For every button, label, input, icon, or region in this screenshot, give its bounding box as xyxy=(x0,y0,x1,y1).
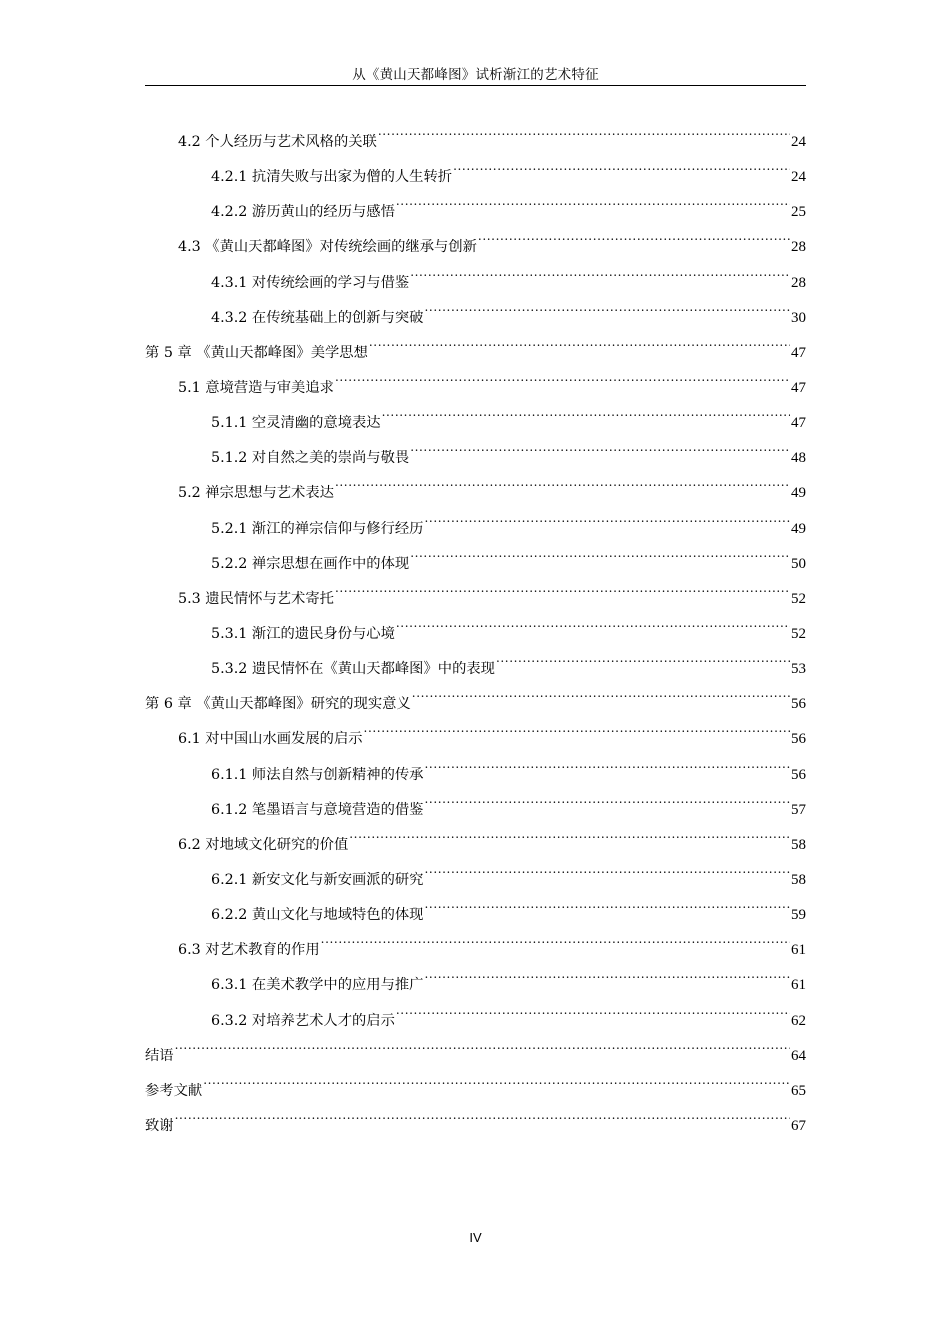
toc-entry-page: 49 xyxy=(791,485,806,502)
toc-entry[interactable] xyxy=(145,111,806,150)
toc-dot-leader xyxy=(335,568,790,603)
toc-entry-page: 28 xyxy=(791,239,806,256)
table-of-contents xyxy=(145,111,806,1134)
toc-entry-title: 结语 xyxy=(145,1047,174,1064)
toc-dot-leader xyxy=(396,990,790,1025)
toc-entry-title: 5.1 意境营造与审美追求 xyxy=(178,379,334,396)
toc-entry-title: 参考文献 xyxy=(145,1082,203,1099)
toc-dot-leader xyxy=(478,216,790,251)
toc-dot-leader xyxy=(412,673,790,708)
toc-entry-title: 6.3.1 在美术教学中的应用与推广 xyxy=(211,977,424,994)
toc-entry-title: 6.2.1 新安文化与新安画派的研究 xyxy=(211,871,424,888)
toc-entry-title: 6.2.2 黄山文化与地域特色的体现 xyxy=(211,907,424,924)
toc-entry-page: 47 xyxy=(791,344,806,361)
toc-dot-leader xyxy=(378,111,790,146)
toc-dot-leader xyxy=(396,181,790,216)
toc-entry-page: 64 xyxy=(791,1047,806,1064)
toc-entry-page: 47 xyxy=(791,379,806,396)
toc-entry-title: 6.1.2 笔墨语言与意境营造的借鉴 xyxy=(211,801,424,818)
toc-entry-title: 4.2.2 游历黄山的经历与感悟 xyxy=(211,204,395,221)
toc-dot-leader xyxy=(424,779,790,814)
toc-dot-leader xyxy=(382,392,790,427)
toc-dot-leader xyxy=(335,462,790,497)
toc-entry-page: 28 xyxy=(791,274,806,291)
toc-entry-page: 56 xyxy=(791,696,806,713)
toc-entry-page: 57 xyxy=(791,801,806,818)
toc-entry-page: 65 xyxy=(791,1082,806,1099)
running-header: 从《黄山天都峰图》试析渐江的艺术特征 xyxy=(352,67,599,83)
toc-dot-leader xyxy=(424,954,790,989)
toc-dot-leader xyxy=(410,533,790,568)
toc-entry-title: 4.3.1 对传统绘画的学习与借鉴 xyxy=(211,274,410,291)
toc-entry-title: 6.3.2 对培养艺术人才的启示 xyxy=(211,1012,395,1029)
toc-entry-title: 6.3 对艺术教育的作用 xyxy=(178,942,320,959)
toc-entry-title: 5.2.2 禅宗思想在画作中的体现 xyxy=(211,555,410,572)
toc-dot-leader xyxy=(496,638,790,673)
toc-entry-title: 6.1 对中国山水画发展的启示 xyxy=(178,731,363,748)
toc-entry-page: 67 xyxy=(791,1117,806,1134)
toc-dot-leader xyxy=(424,498,790,533)
toc-dot-leader xyxy=(410,252,790,287)
toc-dot-leader xyxy=(321,919,790,954)
toc-entry-title: 5.3.1 渐江的遗民身份与心境 xyxy=(211,625,395,642)
toc-entry-page: 56 xyxy=(791,731,806,748)
toc-dot-leader xyxy=(453,146,790,181)
toc-entry-page: 47 xyxy=(791,415,806,432)
toc-dot-leader xyxy=(335,357,790,392)
toc-dot-leader xyxy=(349,814,790,849)
toc-entry-page: 61 xyxy=(791,942,806,959)
toc-entry[interactable] xyxy=(145,1025,806,1064)
toc-entry-page: 58 xyxy=(791,836,806,853)
toc-dot-leader xyxy=(424,849,790,884)
toc-entry-title: 6.2 对地域文化研究的价值 xyxy=(178,836,349,853)
toc-dot-leader xyxy=(364,708,790,743)
toc-entry-page: 56 xyxy=(791,766,806,783)
toc-dot-leader xyxy=(424,884,790,919)
toc-entry-title: 5.2.1 渐江的禅宗信仰与修行经历 xyxy=(211,520,424,537)
toc-entry-page: 24 xyxy=(791,134,806,150)
page-number: IV xyxy=(469,1230,482,1245)
toc-entry-title: 5.1.2 对自然之美的崇尚与敬畏 xyxy=(211,450,410,467)
toc-entry-title: 4.2 个人经历与艺术风格的关联 xyxy=(178,134,377,150)
toc-entry-title: 5.2 禅宗思想与艺术表达 xyxy=(178,485,334,502)
toc-dot-leader xyxy=(410,427,790,462)
toc-entry-page: 50 xyxy=(791,555,806,572)
toc-entry-title: 致谢 xyxy=(145,1117,174,1134)
toc-entry-page: 49 xyxy=(791,520,806,537)
toc-dot-leader xyxy=(424,287,790,322)
toc-dot-leader xyxy=(175,1095,790,1130)
toc-entry-title: 第 5 章 《黄山天都峰图》美学思想 xyxy=(145,344,368,361)
toc-entry-page: 24 xyxy=(791,169,806,186)
header-rule xyxy=(145,85,806,86)
toc-entry-page: 62 xyxy=(791,1012,806,1029)
toc-entry-title: 4.3.2 在传统基础上的创新与突破 xyxy=(211,309,424,326)
toc-entry-page: 53 xyxy=(791,661,806,678)
toc-entry-title: 5.3.2 遗民情怀在《黄山天都峰图》中的表现 xyxy=(211,661,495,678)
toc-entry-page: 30 xyxy=(791,309,806,326)
toc-dot-leader xyxy=(396,603,790,638)
toc-entry[interactable] xyxy=(145,1060,806,1099)
toc-entry-title: 4.2.1 抗清失败与出家为僧的人生转折 xyxy=(211,169,453,186)
toc-entry-title: 4.3 《黄山天都峰图》对传统绘画的继承与创新 xyxy=(178,239,477,256)
toc-entry-page: 58 xyxy=(791,871,806,888)
toc-dot-leader xyxy=(424,744,790,779)
toc-entry-page: 25 xyxy=(791,204,806,221)
toc-entry-title: 6.1.1 师法自然与创新精神的传承 xyxy=(211,766,424,783)
toc-dot-leader xyxy=(369,322,790,357)
toc-entry-page: 61 xyxy=(791,977,806,994)
toc-entry-title: 5.3 遗民情怀与艺术寄托 xyxy=(178,590,334,607)
toc-entry[interactable] xyxy=(145,1095,806,1134)
toc-entry-title: 第 6 章 《黄山天都峰图》研究的现实意义 xyxy=(145,696,411,713)
toc-entry-page: 59 xyxy=(791,907,806,924)
toc-dot-leader xyxy=(175,1025,790,1060)
toc-dot-leader xyxy=(203,1060,790,1095)
toc-entry-page: 52 xyxy=(791,625,806,642)
toc-entry-page: 52 xyxy=(791,590,806,607)
toc-entry-page: 48 xyxy=(791,450,806,467)
toc-entry-title: 5.1.1 空灵清幽的意境表达 xyxy=(211,415,381,432)
